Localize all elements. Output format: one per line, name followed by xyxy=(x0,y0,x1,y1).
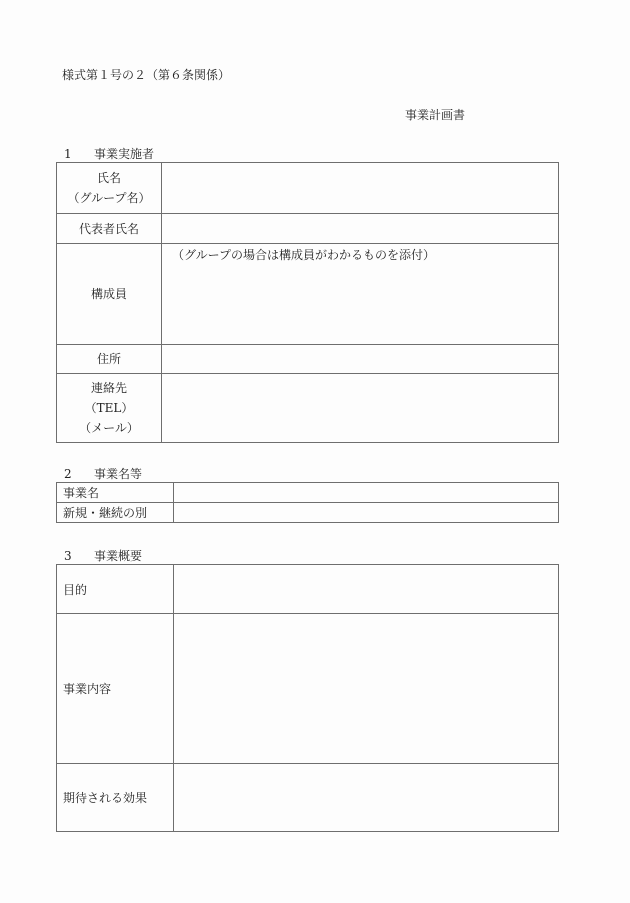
section-3-number: 3 xyxy=(64,549,72,563)
project-overview-table xyxy=(56,564,559,832)
project-name-table xyxy=(56,482,559,523)
expected-effect-label: 期待される効果 xyxy=(57,764,174,832)
table-row xyxy=(57,214,559,244)
label-line: （メール） xyxy=(79,421,139,435)
label-line: 連絡先 xyxy=(90,381,127,395)
address-label: 住所 xyxy=(57,345,162,374)
contact-field[interactable] xyxy=(162,374,559,443)
address-field[interactable] xyxy=(162,345,559,374)
table-row xyxy=(57,614,559,764)
new-continuing-field[interactable] xyxy=(174,503,559,523)
section-2-heading xyxy=(64,465,142,482)
name-label xyxy=(57,163,162,214)
table-row xyxy=(57,565,559,614)
document-title xyxy=(0,106,630,123)
project-name-label: 事業名 xyxy=(57,483,174,503)
new-continuing-label: 新規・継続の別 xyxy=(57,503,174,523)
project-content-field[interactable] xyxy=(174,614,559,764)
table-row xyxy=(57,764,559,832)
purpose-label: 目的 xyxy=(57,565,174,614)
representative-field[interactable] xyxy=(162,214,559,244)
purpose-field[interactable] xyxy=(174,565,559,614)
table-row xyxy=(57,244,559,345)
table-row xyxy=(57,503,559,523)
label-line: 氏名 xyxy=(96,171,121,185)
members-field[interactable]: （グループの場合は構成員がわかるものを添付） xyxy=(162,244,559,345)
table-row xyxy=(57,374,559,443)
contact-label xyxy=(57,374,162,443)
members-label: 構成員 xyxy=(57,244,162,345)
label-line: （グループ名） xyxy=(67,191,151,205)
section-3-heading xyxy=(64,547,142,564)
section-1-title: 事業実施者 xyxy=(94,147,155,161)
project-name-field[interactable] xyxy=(174,483,559,503)
expected-effect-field[interactable] xyxy=(174,764,559,832)
representative-label: 代表者氏名 xyxy=(57,214,162,244)
form-number: 様式第１号の２（第６条関係） xyxy=(62,68,231,82)
section-2-number: 2 xyxy=(64,467,72,481)
name-field[interactable] xyxy=(162,163,559,214)
table-row xyxy=(57,163,559,214)
section-3-title: 事業概要 xyxy=(94,549,143,563)
table-row xyxy=(57,345,559,374)
section-1-number: 1 xyxy=(64,147,72,161)
implementer-table xyxy=(56,162,559,443)
section-2-title: 事業名等 xyxy=(94,467,143,481)
document-title-text: 事業計画書 xyxy=(404,108,465,122)
table-row xyxy=(57,483,559,503)
label-line: （TEL） xyxy=(84,401,134,415)
project-content-label: 事業内容 xyxy=(57,614,174,764)
section-1-heading xyxy=(64,145,154,162)
